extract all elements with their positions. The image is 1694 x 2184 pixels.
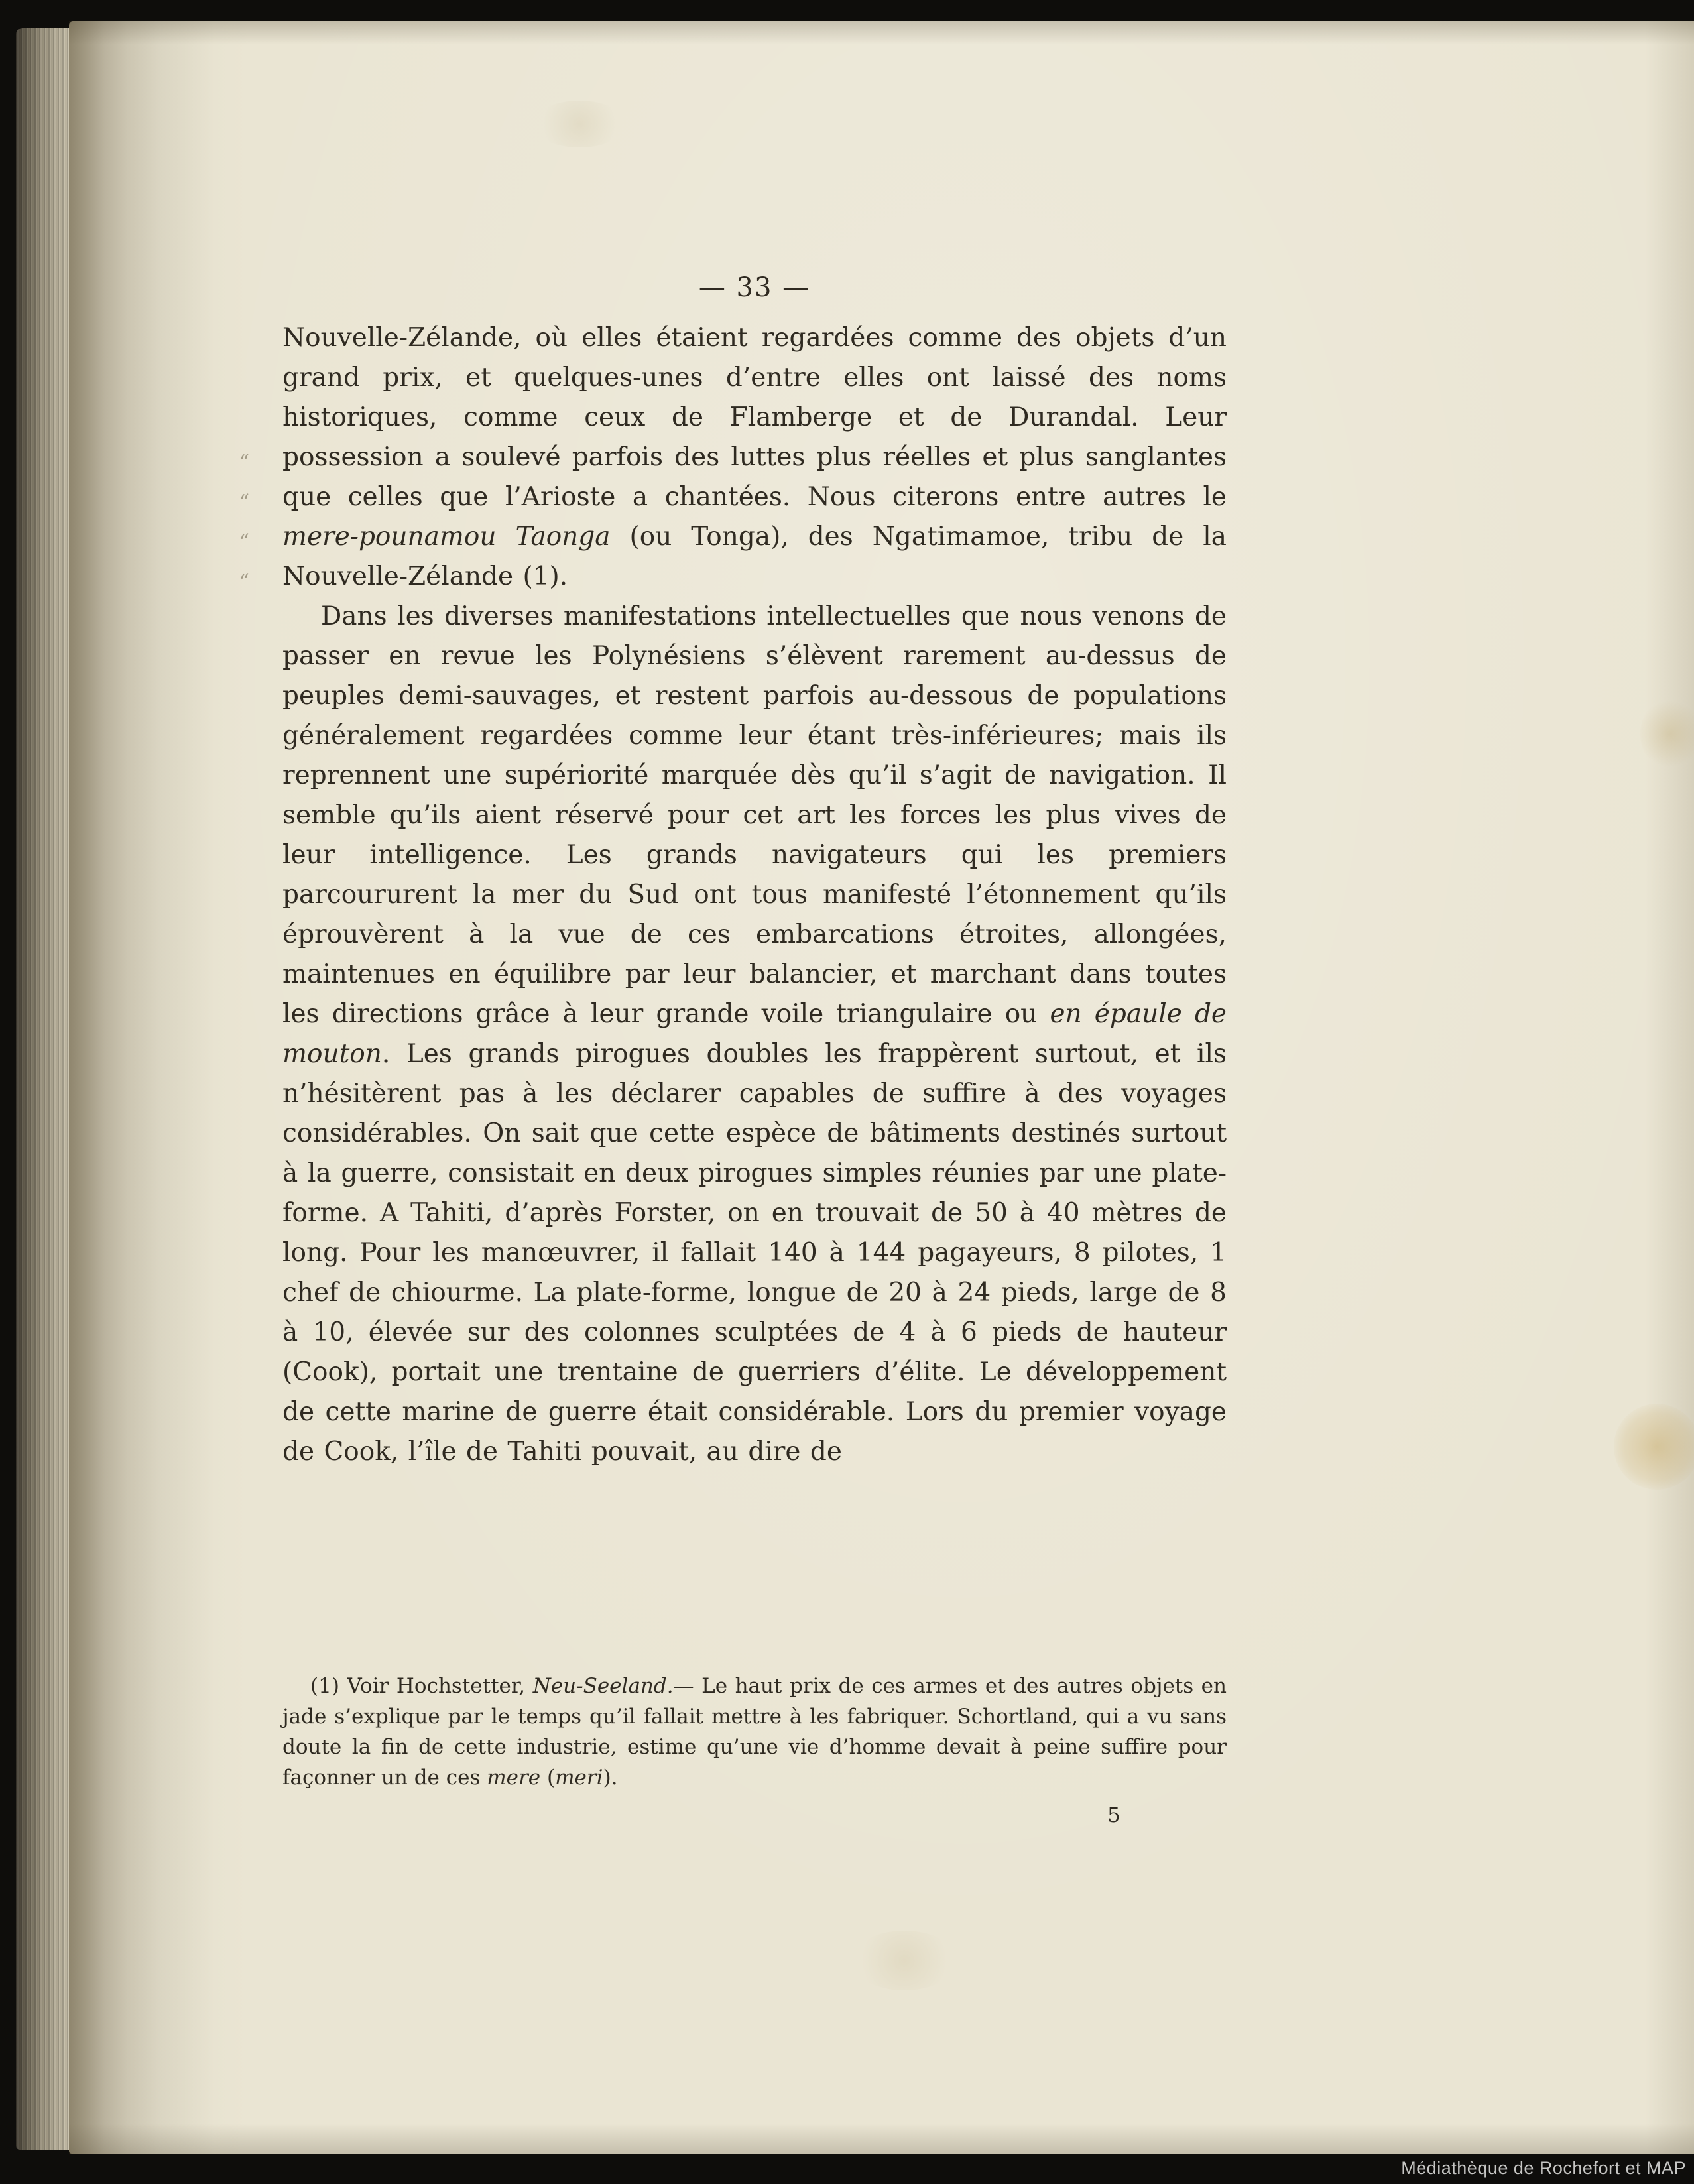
text-run: (1) Voir Hochstetter, [310,1674,533,1698]
paragraph [282,318,1227,597]
text-run: Nouvelle-Zélande, où elles étaient regardées comme des objets d’un grand prix, et quelques-unes d’entre elles ont laissé des noms historiques, comme ceux de Flamberge et de Durandal. Leur possession a soulevé parfois des luttes plus réelles et plus sanglantes que celles que l’Arioste a chantées. Nous citerons entre autres le [282,323,1227,512]
italic-text-run: en épaule de mouton [282,999,1227,1069]
text-run: — Le haut prix de ces armes et des autres objets en jade s’explique par le temps qu’il fallait mettre à les fabriquer. Schortland, qui a vu sans doute la fin de cette industrie, estime qu’une vie d’homme devait à peine suffire pour façonner un de ces [282,1674,1227,1790]
margin-mark: “ [238,570,252,594]
signature-mark: 5 [1107,1803,1120,1827]
library-watermark: Médiathèque de Rochefort et MAP [1401,2158,1686,2178]
footnote [282,1671,1227,1793]
text-run: Dans les diverses manifestations intellectuelles que nous venons de passer en revue les Polynésiens s’élèvent rarement au-dessus de peuples demi-sauvages, et restent parfois au-dessous de populations généralement regardées comme leur étant très-inférieures; mais ils reprennent une supériorité marquée dès qu’il s’agit de navigation. Il semble qu’ils aient réservé pour cet art les forces les plus vives de leur intelligence. Les grands navigateurs qui les premiers parcoururent la mer du Sud ont tous manifesté l’étonnement qu’ils éprouvèrent à la vue de ces embarcations étroites, allongées, maintenues en équilibre par leur balancier, et marchant dans toutes les directions grâce à leur grande voile triangulaire ou [282,601,1227,1029]
paper-stain [851,1931,957,1990]
margin-mark: “ [238,530,252,554]
book-page-edges [16,28,73,2150]
text-run: . Les grands pirogues doubles les frappèrent surtout, et ils n’hésitèrent pas à les déclarer capables de suffire à des voyages considérables. On sait que cette espèce de bâtiments destinés surtout à la guerre, consistait en deux pirogues simples réunies par une plate-forme. A Tahiti, d’après Forster, on en trouvait de 50 à 40 mètres de long. Pour les manœuvrer, il fallait 140 à 144 pagayeurs, 8 pilotes, 1 chef de chiourme. La plate-forme, longue de 20 à 24 pieds, large de 8 à 10, élevée sur des colonnes sculptées de 4 à 6 pieds de hauteur (Cook), portait une trentaine de guerriers d’élite. Le développement de cette marine de guerre était considérable. Lors du premier voyage de Cook, l’île de Tahiti pouvait, au dire de [282,1039,1227,1467]
gutter-shadow [69,21,215,2154]
book-page [69,21,1694,2154]
text-run: ). [603,1766,618,1790]
paper-stain [1614,1404,1694,1490]
italic-text-run: mere [487,1766,541,1790]
margin-mark: “ [238,490,252,515]
paragraph [282,597,1227,1472]
page-number: — 33 — [698,273,811,303]
paper-stain [1640,698,1694,770]
margin-mark: “ [238,450,252,475]
italic-text-run: Neu-Seeland. [532,1674,674,1698]
body-text [282,318,1227,1472]
text-run: ( [540,1766,556,1790]
italic-text-run: meri [555,1766,603,1790]
text-block [282,268,1227,1472]
text-run: (ou Tonga), des Ngatimamoe, tribu de la Nouvelle-Zélande (1). [282,522,1227,591]
paper-stain [533,101,626,147]
italic-text-run: mere-pounamou Taonga [282,522,611,552]
